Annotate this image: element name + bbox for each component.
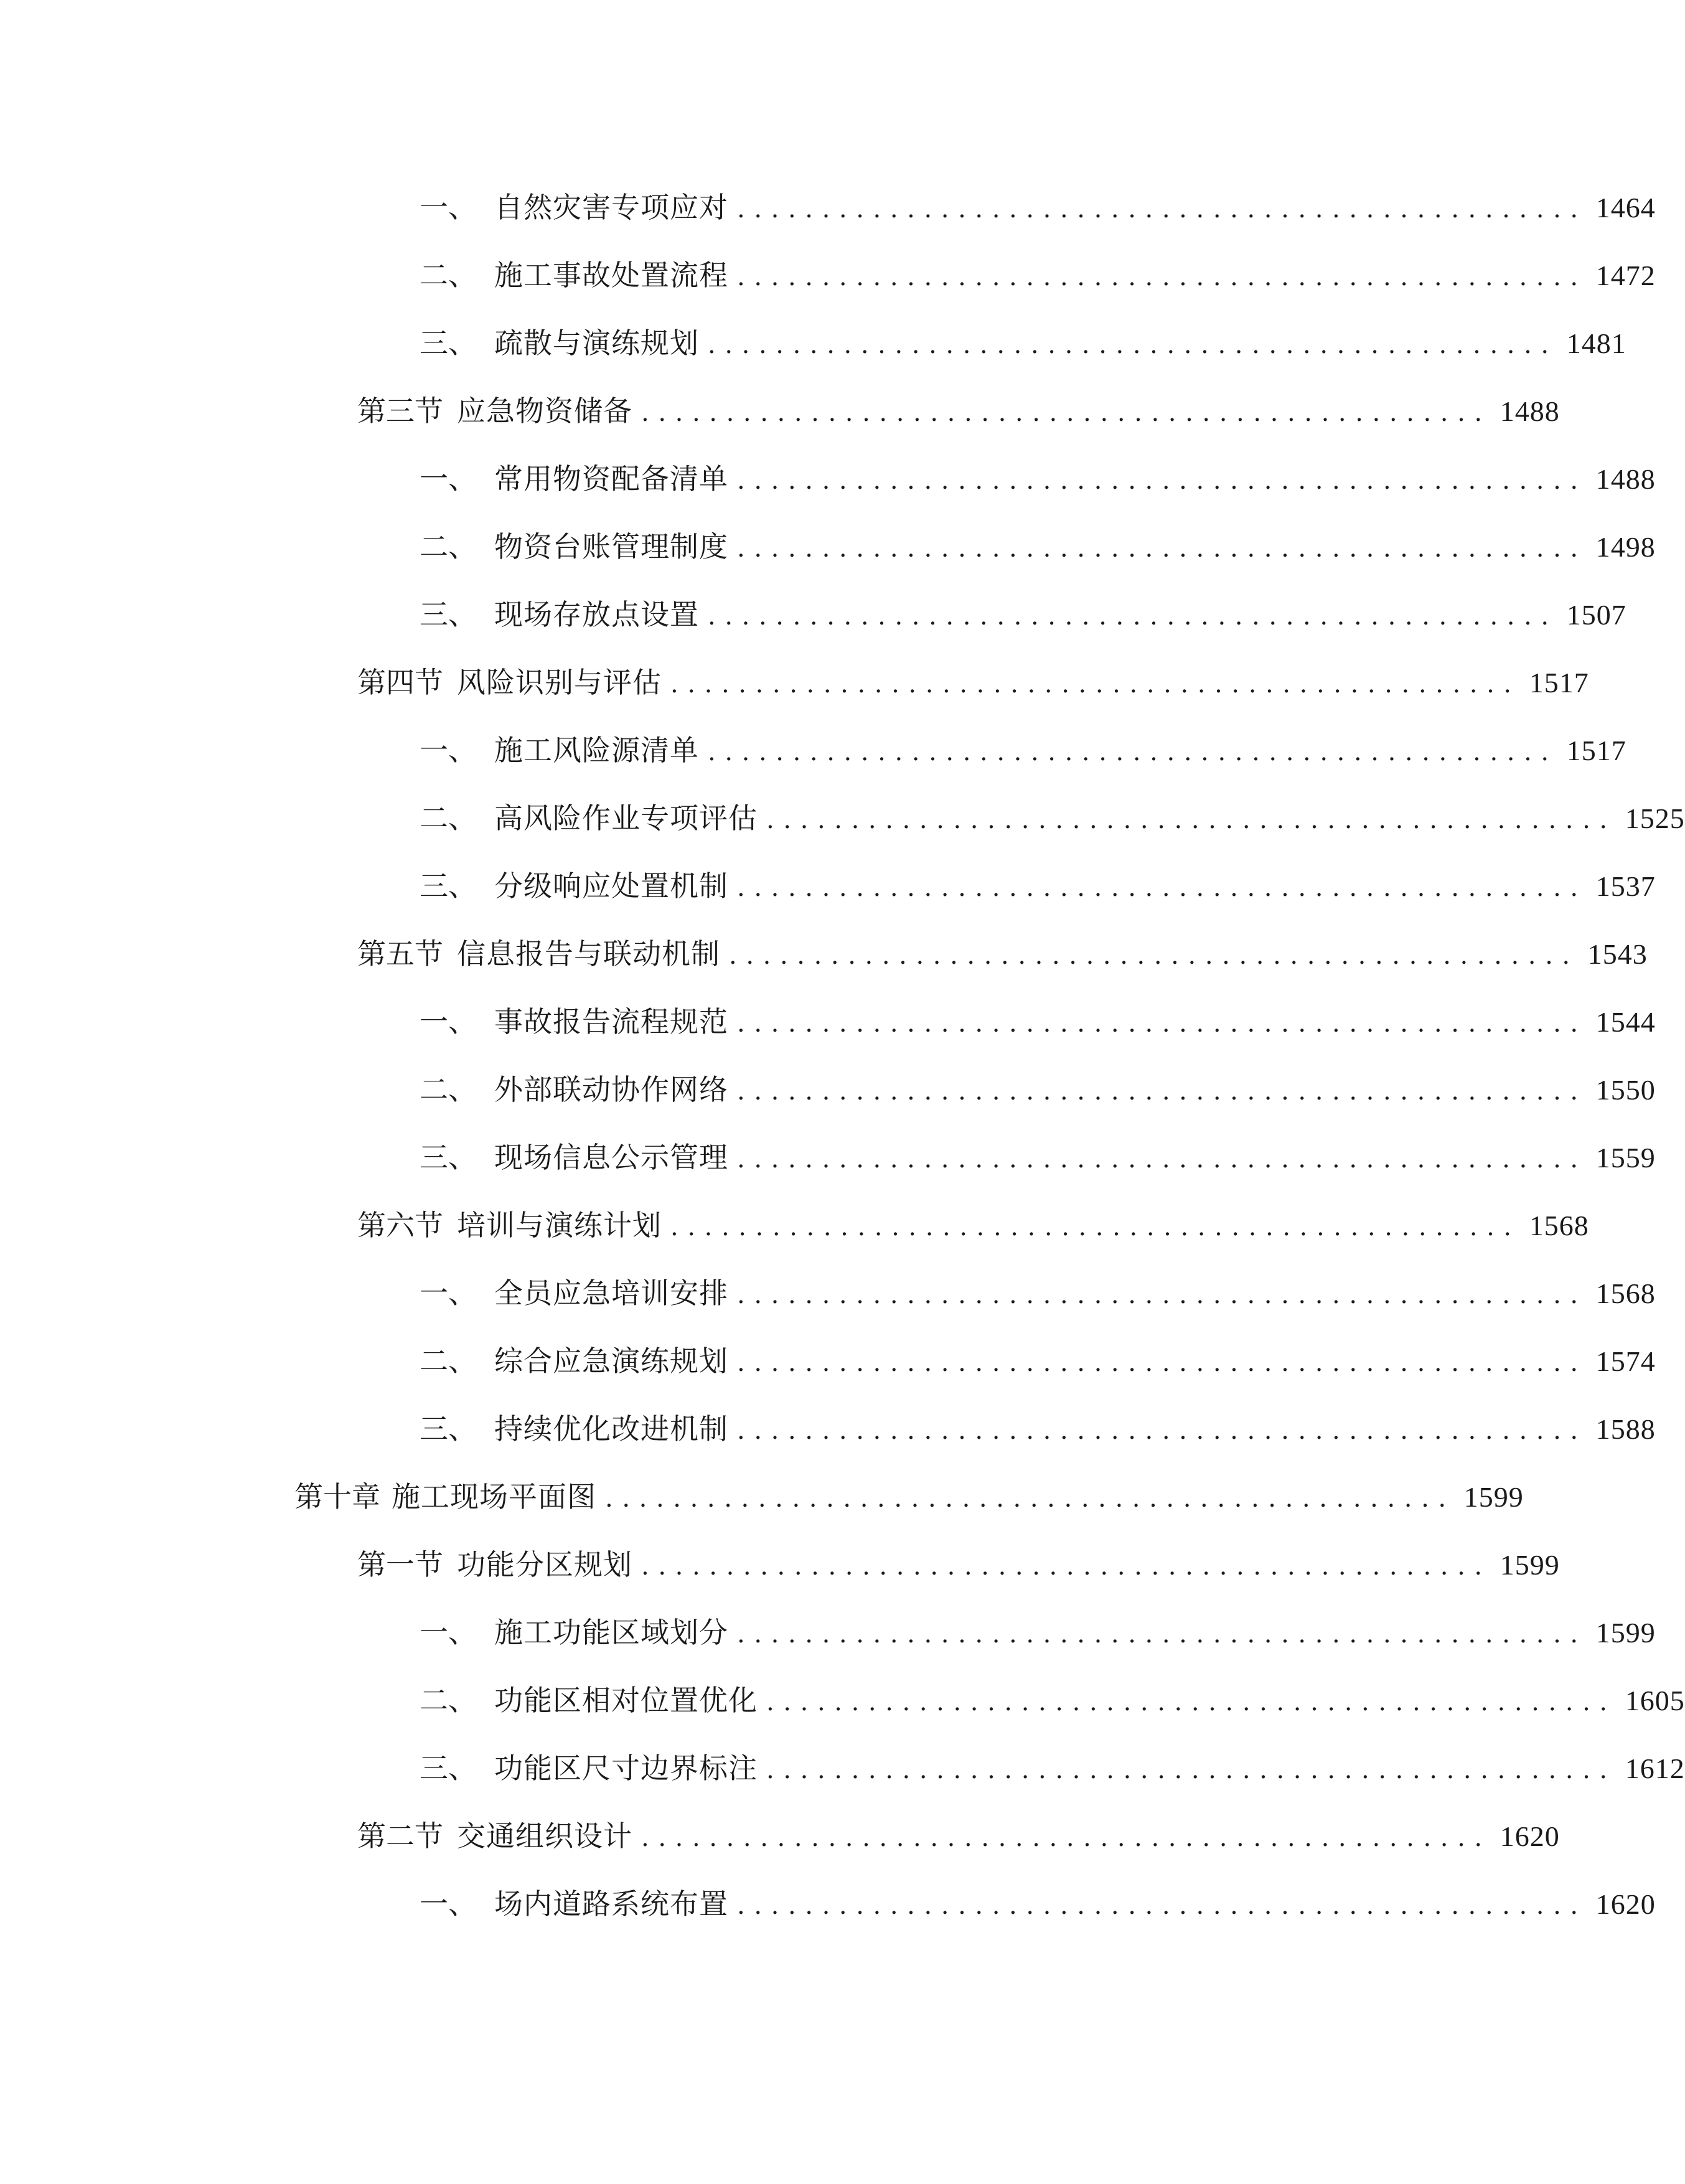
toc-entry-title: 风险识别与评估 (457, 666, 662, 699)
toc-entry-number: 第二节 (357, 1819, 443, 1853)
toc-dot-leader: .................................................. (737, 534, 1587, 563)
toc-entry-page: 1464 (1595, 192, 1656, 224)
toc-entry[interactable] (420, 997, 1656, 1047)
toc-dot-leader: .................................................. (737, 466, 1587, 495)
toc-entry-page: 1568 (1595, 1278, 1656, 1309)
toc-entry-number: 第六节 (357, 1208, 443, 1242)
toc-entry-number: 第十章 (294, 1480, 380, 1513)
toc-entry[interactable] (357, 1540, 1560, 1589)
toc-entry-number: 第五节 (357, 937, 443, 971)
toc-entry-number: 一、 (420, 1887, 477, 1921)
toc-dot-leader: .................................................. (737, 873, 1587, 902)
toc-entry[interactable] (420, 861, 1656, 911)
toc-entry[interactable] (420, 1336, 1656, 1386)
toc-entry-number: 一、 (420, 1616, 477, 1649)
toc-dot-leader: .................................................. (737, 1349, 1587, 1377)
toc-entry-page: 1559 (1595, 1142, 1656, 1174)
toc-dot-leader: .................................................. (605, 1484, 1455, 1513)
toc-entry[interactable] (420, 1607, 1656, 1657)
toc-entry-page: 1588 (1595, 1413, 1656, 1445)
toc-dot-leader: .................................................. (641, 398, 1491, 427)
toc-entry-number: 二、 (420, 1344, 477, 1378)
toc-entry[interactable] (420, 1404, 1656, 1454)
toc-dot-leader: .................................................. (729, 941, 1579, 970)
toc-entry-title: 持续优化改进机制 (494, 1412, 728, 1446)
toc-entry[interactable] (420, 793, 1685, 843)
toc-entry-page: 1612 (1625, 1753, 1685, 1784)
toc-entry[interactable] (357, 1200, 1589, 1250)
toc-dot-leader: .................................................. (641, 1552, 1491, 1581)
toc-entry-title: 应急物资储备 (457, 394, 632, 428)
toc-entry-page: 1599 (1500, 1549, 1560, 1581)
toc-entry-page: 1481 (1566, 327, 1626, 359)
toc-entry-title: 功能区相对位置优化 (494, 1683, 758, 1717)
toc-entry-page: 1599 (1595, 1617, 1656, 1649)
toc-entry-page: 1537 (1595, 870, 1656, 902)
toc-entry-page: 1517 (1529, 667, 1589, 699)
toc-dot-leader: .................................................. (670, 1213, 1521, 1241)
toc-entry-page: 1488 (1595, 463, 1656, 495)
toc-entry-title: 自然灾害专项应对 (494, 191, 728, 224)
toc-entry-title: 现场信息公示管理 (494, 1141, 728, 1174)
toc-entry-page: 1605 (1625, 1685, 1685, 1716)
toc-dot-leader: .................................................. (641, 1824, 1491, 1852)
toc-entry-page: 1543 (1587, 938, 1648, 970)
toc-entry-title: 场内道路系统布置 (494, 1887, 728, 1921)
toc-entry-title: 施工功能区域划分 (494, 1616, 728, 1649)
toc-entry-title: 功能分区规划 (457, 1548, 632, 1581)
toc-dot-leader: .................................................. (737, 1416, 1587, 1445)
toc-entry-title: 交通组织设计 (457, 1819, 632, 1853)
toc-entry[interactable] (420, 725, 1626, 775)
toc-entry-page: 1620 (1500, 1820, 1560, 1852)
toc-entry-title: 综合应急演练规划 (494, 1344, 728, 1378)
toc-entry-number: 第四节 (357, 666, 443, 699)
toc-dot-leader: .................................................. (737, 195, 1587, 224)
toc-entry-page: 1498 (1595, 531, 1656, 563)
toc-entry-title: 物资台账管理制度 (494, 530, 728, 563)
toc-dot-leader: .................................................. (737, 1281, 1587, 1309)
toc-entry[interactable] (420, 250, 1656, 300)
toc-entry[interactable] (357, 386, 1560, 436)
toc-entry-title: 培训与演练计划 (457, 1208, 662, 1242)
toc-entry-page: 1599 (1463, 1481, 1524, 1513)
toc-entry-number: 一、 (420, 1276, 477, 1310)
toc-dot-leader: .................................................. (766, 806, 1617, 834)
toc-entry-title: 信息报告与联动机制 (457, 937, 720, 971)
toc-dot-leader: .................................................. (670, 670, 1521, 699)
toc-entry-number: 三、 (420, 869, 477, 903)
toc-entry-number: 二、 (420, 530, 477, 563)
toc-entry-title: 常用物资配备清单 (494, 462, 728, 496)
toc-entry-number: 二、 (420, 1683, 477, 1717)
toc-dot-leader: .................................................. (708, 602, 1558, 631)
toc-entry-number: 第一节 (357, 1548, 443, 1581)
toc-entry[interactable] (420, 1743, 1685, 1793)
toc-dot-leader: .................................................. (766, 1756, 1617, 1784)
toc-entry-number: 三、 (420, 326, 477, 360)
toc-dot-leader: .................................................. (737, 1145, 1587, 1174)
toc-entry-page: 1568 (1529, 1210, 1589, 1241)
toc-entry[interactable] (420, 1879, 1656, 1929)
toc-entry-number: 三、 (420, 598, 477, 631)
toc-entry[interactable] (357, 929, 1648, 979)
toc-entry-number: 三、 (420, 1412, 477, 1446)
toc-entry-number: 一、 (420, 462, 477, 496)
toc-dot-leader: .................................................. (708, 331, 1558, 359)
toc-dot-leader: .................................................. (766, 1688, 1617, 1716)
toc-entry[interactable] (420, 1132, 1656, 1182)
toc-entry[interactable] (420, 1065, 1656, 1114)
toc-dot-leader: .................................................. (737, 1620, 1587, 1649)
toc-entry-title: 功能区尺寸边界标注 (494, 1751, 758, 1785)
toc-entry-title: 全员应急培训安排 (494, 1276, 728, 1310)
toc-entry[interactable] (420, 1675, 1685, 1725)
toc-entry[interactable] (420, 182, 1656, 232)
toc-entry-title: 高风险作业专项评估 (494, 801, 758, 835)
toc-entry[interactable] (420, 522, 1656, 572)
toc-entry-number: 二、 (420, 258, 477, 292)
toc-dot-leader: .................................................. (708, 738, 1558, 766)
toc-entry[interactable] (420, 318, 1626, 368)
toc-entry-number: 一、 (420, 1005, 477, 1038)
toc-dot-leader: .................................................. (737, 1891, 1587, 1920)
toc-entry-title: 现场存放点设置 (494, 598, 699, 631)
toc-entry-page: 1525 (1625, 803, 1685, 834)
toc-entry-number: 二、 (420, 1073, 477, 1106)
toc-entry[interactable] (294, 1472, 1524, 1522)
toc-entry[interactable] (420, 454, 1656, 504)
toc-entry-title: 施工风险源清单 (494, 733, 699, 767)
toc-entry-number: 二、 (420, 801, 477, 835)
toc-entry-page: 1488 (1500, 395, 1560, 427)
toc-entry-page: 1574 (1595, 1345, 1656, 1377)
toc-entry-title: 疏散与演练规划 (494, 326, 699, 360)
toc-entry[interactable] (420, 590, 1626, 639)
toc-entry-page: 1544 (1595, 1006, 1656, 1038)
toc-entry-number: 三、 (420, 1751, 477, 1785)
toc-entry[interactable] (357, 657, 1589, 707)
toc-entry-number: 三、 (420, 1141, 477, 1174)
toc-entry-number: 一、 (420, 733, 477, 767)
toc-entry[interactable] (420, 1268, 1656, 1318)
toc-entry-title: 施工事故处置流程 (494, 258, 728, 292)
toc-entry-page: 1550 (1595, 1074, 1656, 1106)
toc-entry-page: 1620 (1595, 1888, 1656, 1920)
toc-entry-title: 分级响应处置机制 (494, 869, 728, 903)
toc-entry[interactable] (357, 1811, 1560, 1861)
toc-entry-title: 外部联动协作网络 (494, 1073, 728, 1106)
toc-dot-leader: .................................................. (737, 1009, 1587, 1038)
toc-entry-page: 1472 (1595, 260, 1656, 291)
toc-entry-title: 施工现场平面图 (392, 1480, 596, 1513)
toc-entry-number: 一、 (420, 191, 477, 224)
toc-entry-number: 第三节 (357, 394, 443, 428)
toc-entry-title: 事故报告流程规范 (494, 1005, 728, 1038)
toc-dot-leader: .................................................. (737, 263, 1587, 291)
toc-entry-page: 1507 (1566, 599, 1626, 631)
toc-entry-page: 1517 (1566, 735, 1626, 766)
toc-dot-leader: .................................................. (737, 1077, 1587, 1106)
